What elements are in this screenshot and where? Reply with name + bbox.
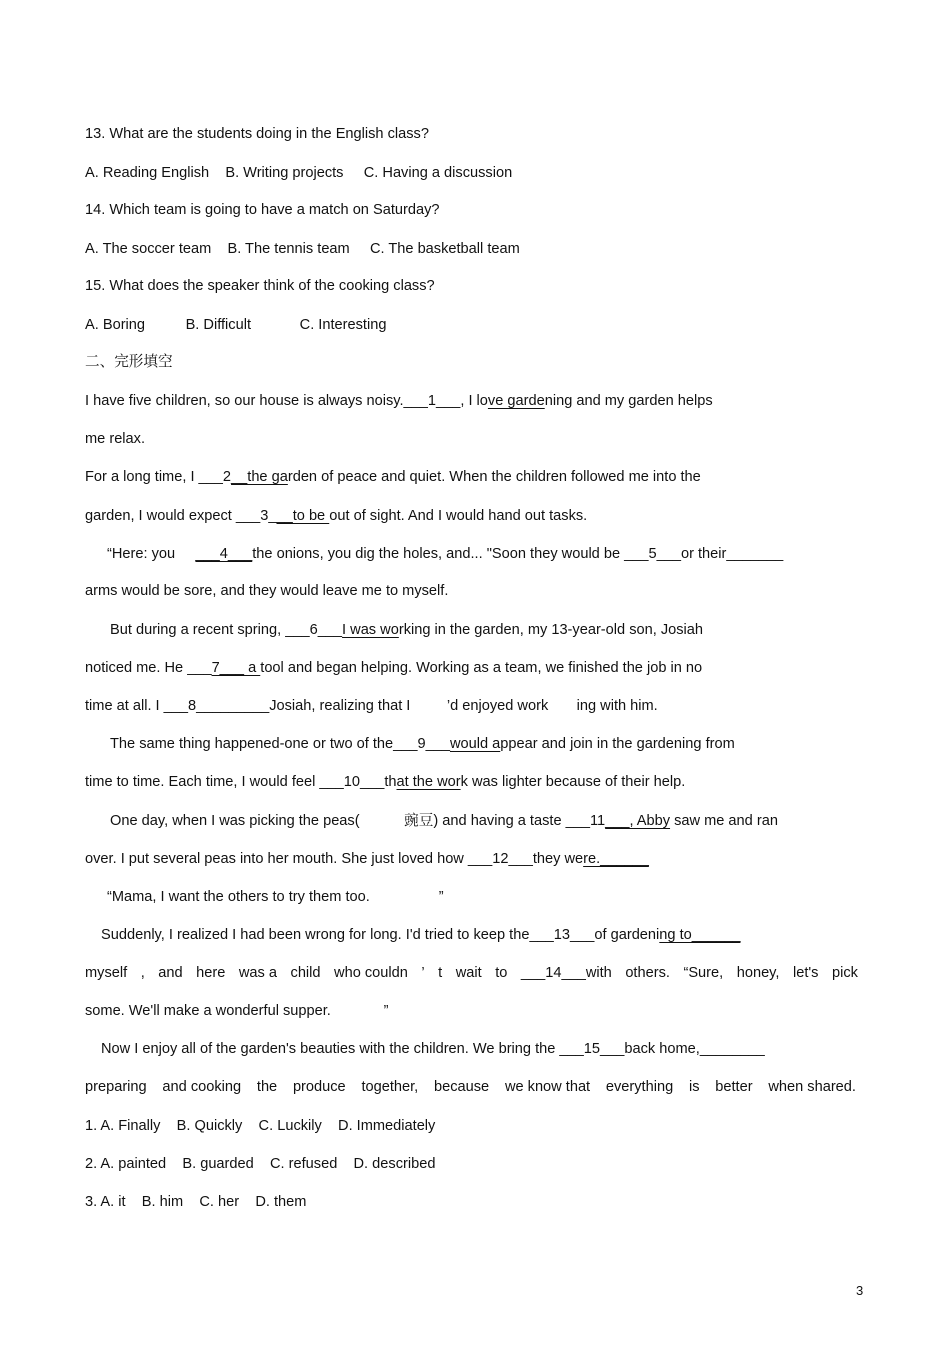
passage-line: garden, I would expect ___3___to be out of sight. And I would hand out tasks.: [85, 508, 588, 524]
question-13: 13. What are the students doing in the English class?: [85, 126, 429, 142]
passage-line: time at all. I ___8_________Josiah, realizing that I ’d enjoyed work ing with him.: [85, 698, 658, 714]
passage-line: One day, when I was picking the peas( 豌豆) and having a taste ___11___, Abby saw me and ran: [110, 813, 778, 829]
passage-line-justified: preparing and cooking the produce together, because we know that everything is better when shared.: [85, 1079, 856, 1095]
passage-line: arms would be sore, and they would leave me to myself.: [85, 583, 449, 599]
passage-line: But during a recent spring, ___6___I was working in the garden, my 13-year-old son, Josiah: [110, 622, 704, 638]
answer-options-2: 2. A. painted B. guarded C. refused D. described: [85, 1156, 436, 1172]
question-14-options: A. The soccer team B. The tennis team C. The basketball team: [85, 241, 520, 257]
answer-options-1: 1. A. Finally B. Quickly C. Luckily D. Immediately: [85, 1118, 436, 1134]
passage-line: “Mama, I want the others to try them too. ”: [107, 889, 444, 905]
passage-line: The same thing happened-one or two of the___9___would appear and join in the gardening from: [110, 736, 735, 752]
passage-line: Suddenly, I realized I had been wrong for long. I'd tried to keep the___13___of gardening to______: [101, 927, 741, 943]
passage-line: over. I put several peas into her mouth. She just loved how ___12___they were.______: [85, 851, 649, 867]
passage-line: For a long time, I ___2__the garden of peace and quiet. When the children followed me into the: [85, 469, 701, 485]
passage-line: time to time. Each time, I would feel ___10___that the work was lighter because of their help.: [85, 774, 686, 790]
passage-line: some. We'll make a wonderful supper. ”: [85, 1003, 389, 1019]
page-number: 3: [856, 1283, 864, 1298]
question-15-options: A. Boring B. Difficult C. Interesting: [85, 317, 387, 333]
passage-line-justified: myself , and here was a child who couldn ’ t wait to ___14___with others. “Sure, honey, let's pick: [85, 965, 858, 981]
question-15: 15. What does the speaker think of the cooking class?: [85, 278, 435, 294]
question-14: 14. Which team is going to have a match on Saturday?: [85, 202, 440, 218]
passage-line: I have five children, so our house is always noisy.___1___, I love gardening and my garden helps: [85, 393, 713, 409]
answer-options-3: 3. A. it B. him C. her D. them: [85, 1194, 307, 1210]
passage-line: noticed me. He ___7___ a tool and began helping. Working as a team, we finished the job in no: [85, 660, 703, 676]
section-title: 二、完形填空: [85, 354, 173, 370]
question-13-options: A. Reading English B. Writing projects C. Having a discussion: [85, 165, 513, 181]
passage-line: me relax.: [85, 431, 146, 447]
passage-line: Now I enjoy all of the garden's beauties with the children. We bring the ___15___back home,________: [101, 1041, 765, 1057]
passage-line: “Here: you ___4___the onions, you dig the holes, and... "Soon they would be ___5___or their_______: [107, 546, 784, 562]
